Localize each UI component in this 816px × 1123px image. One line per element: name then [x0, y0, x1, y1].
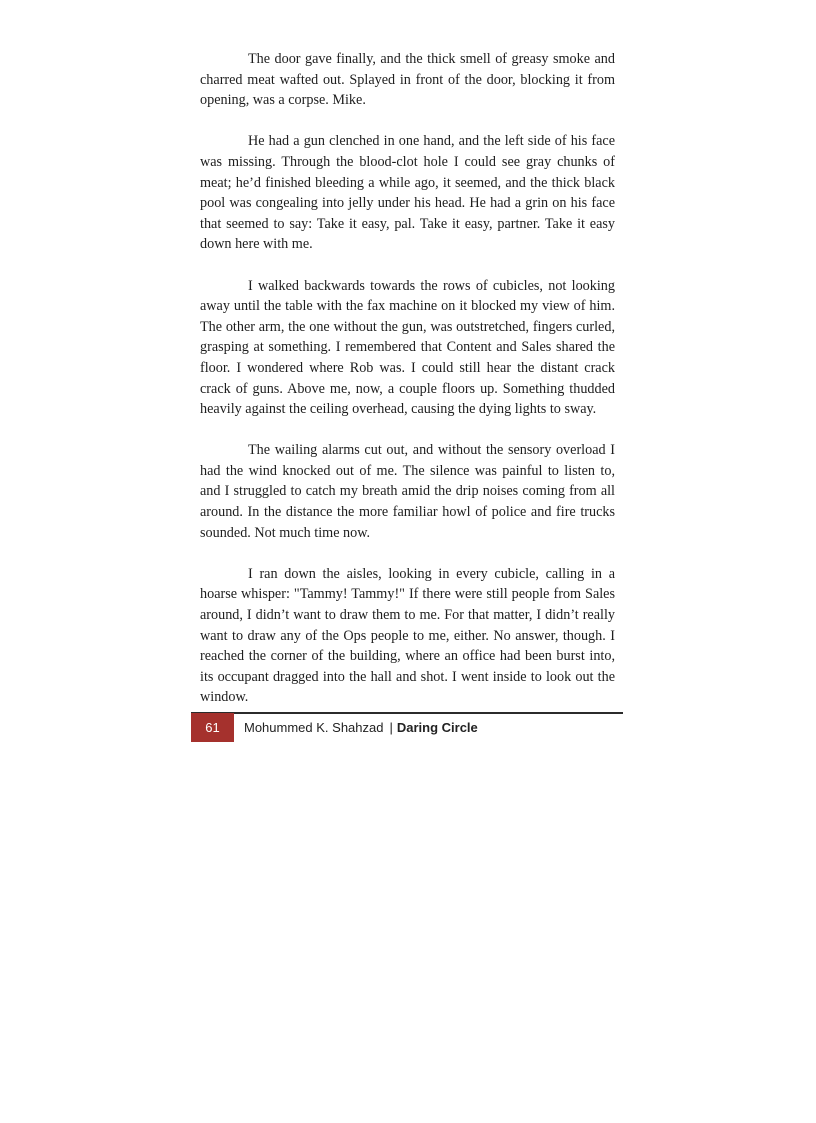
paragraph: The door gave finally, and the thick smell of greasy smoke and charred meat wafted out. Splayed in front of the door, blocking it from opening, was a corpse. Mike. — [200, 51, 615, 109]
page-footer — [191, 712, 623, 742]
page-number: 61 — [191, 713, 234, 742]
running-footer — [244, 713, 478, 742]
footer-separator: | — [389, 720, 393, 735]
author-name: Mohummed K. Shahzad — [244, 720, 384, 735]
body-text — [200, 49, 615, 708]
paragraph: He had a gun clenched in one hand, and the left side of his face was missing. Through the blood-clot hole I could see gray chunks of meat; he’d finished bleeding a while ago, it seemed, and the thick black pool was congealing into jelly under his head. He had a grin on his face that seemed to say: Take it easy, pal. Take it easy, partner. Take it easy down here with me. — [200, 133, 615, 253]
paragraph: The wailing alarms cut out, and without the sensory overload I had the wind knocked out of me. The silence was painful to listen to, and I struggled to catch my breath amid the drip noises coming from all around. In the distance the more familiar howl of police and fire trucks sounded. Not much time now. — [200, 442, 615, 541]
paragraph: I ran down the aisles, looking in every cubicle, calling in a hoarse whisper: "Tammy! Tammy!" If there were still people from Sales around, I didn’t want to draw them to me. For that matter, I didn’t really want to draw any of the Ops people to me, either. No answer, though. I reached the corner of the building, where an office had been burst into, its occupant dragged into the hall and shot. I went inside to look out the window. — [200, 565, 615, 706]
book-title: Daring Circle — [396, 720, 478, 735]
paragraph: I walked backwards towards the rows of cubicles, not looking away until the table with the fax machine on it blocked my view of him. The other arm, the one without the gun, was outstretched, fingers curled, grasping at something. I remembered that Content and Sales shared the floor. I wondered where Rob was. I could still hear the distant crack crack of guns. Above me, now, a couple floors up. Something thudded heavily against the ceiling overhead, causing the dying lights to sway. — [200, 277, 615, 418]
